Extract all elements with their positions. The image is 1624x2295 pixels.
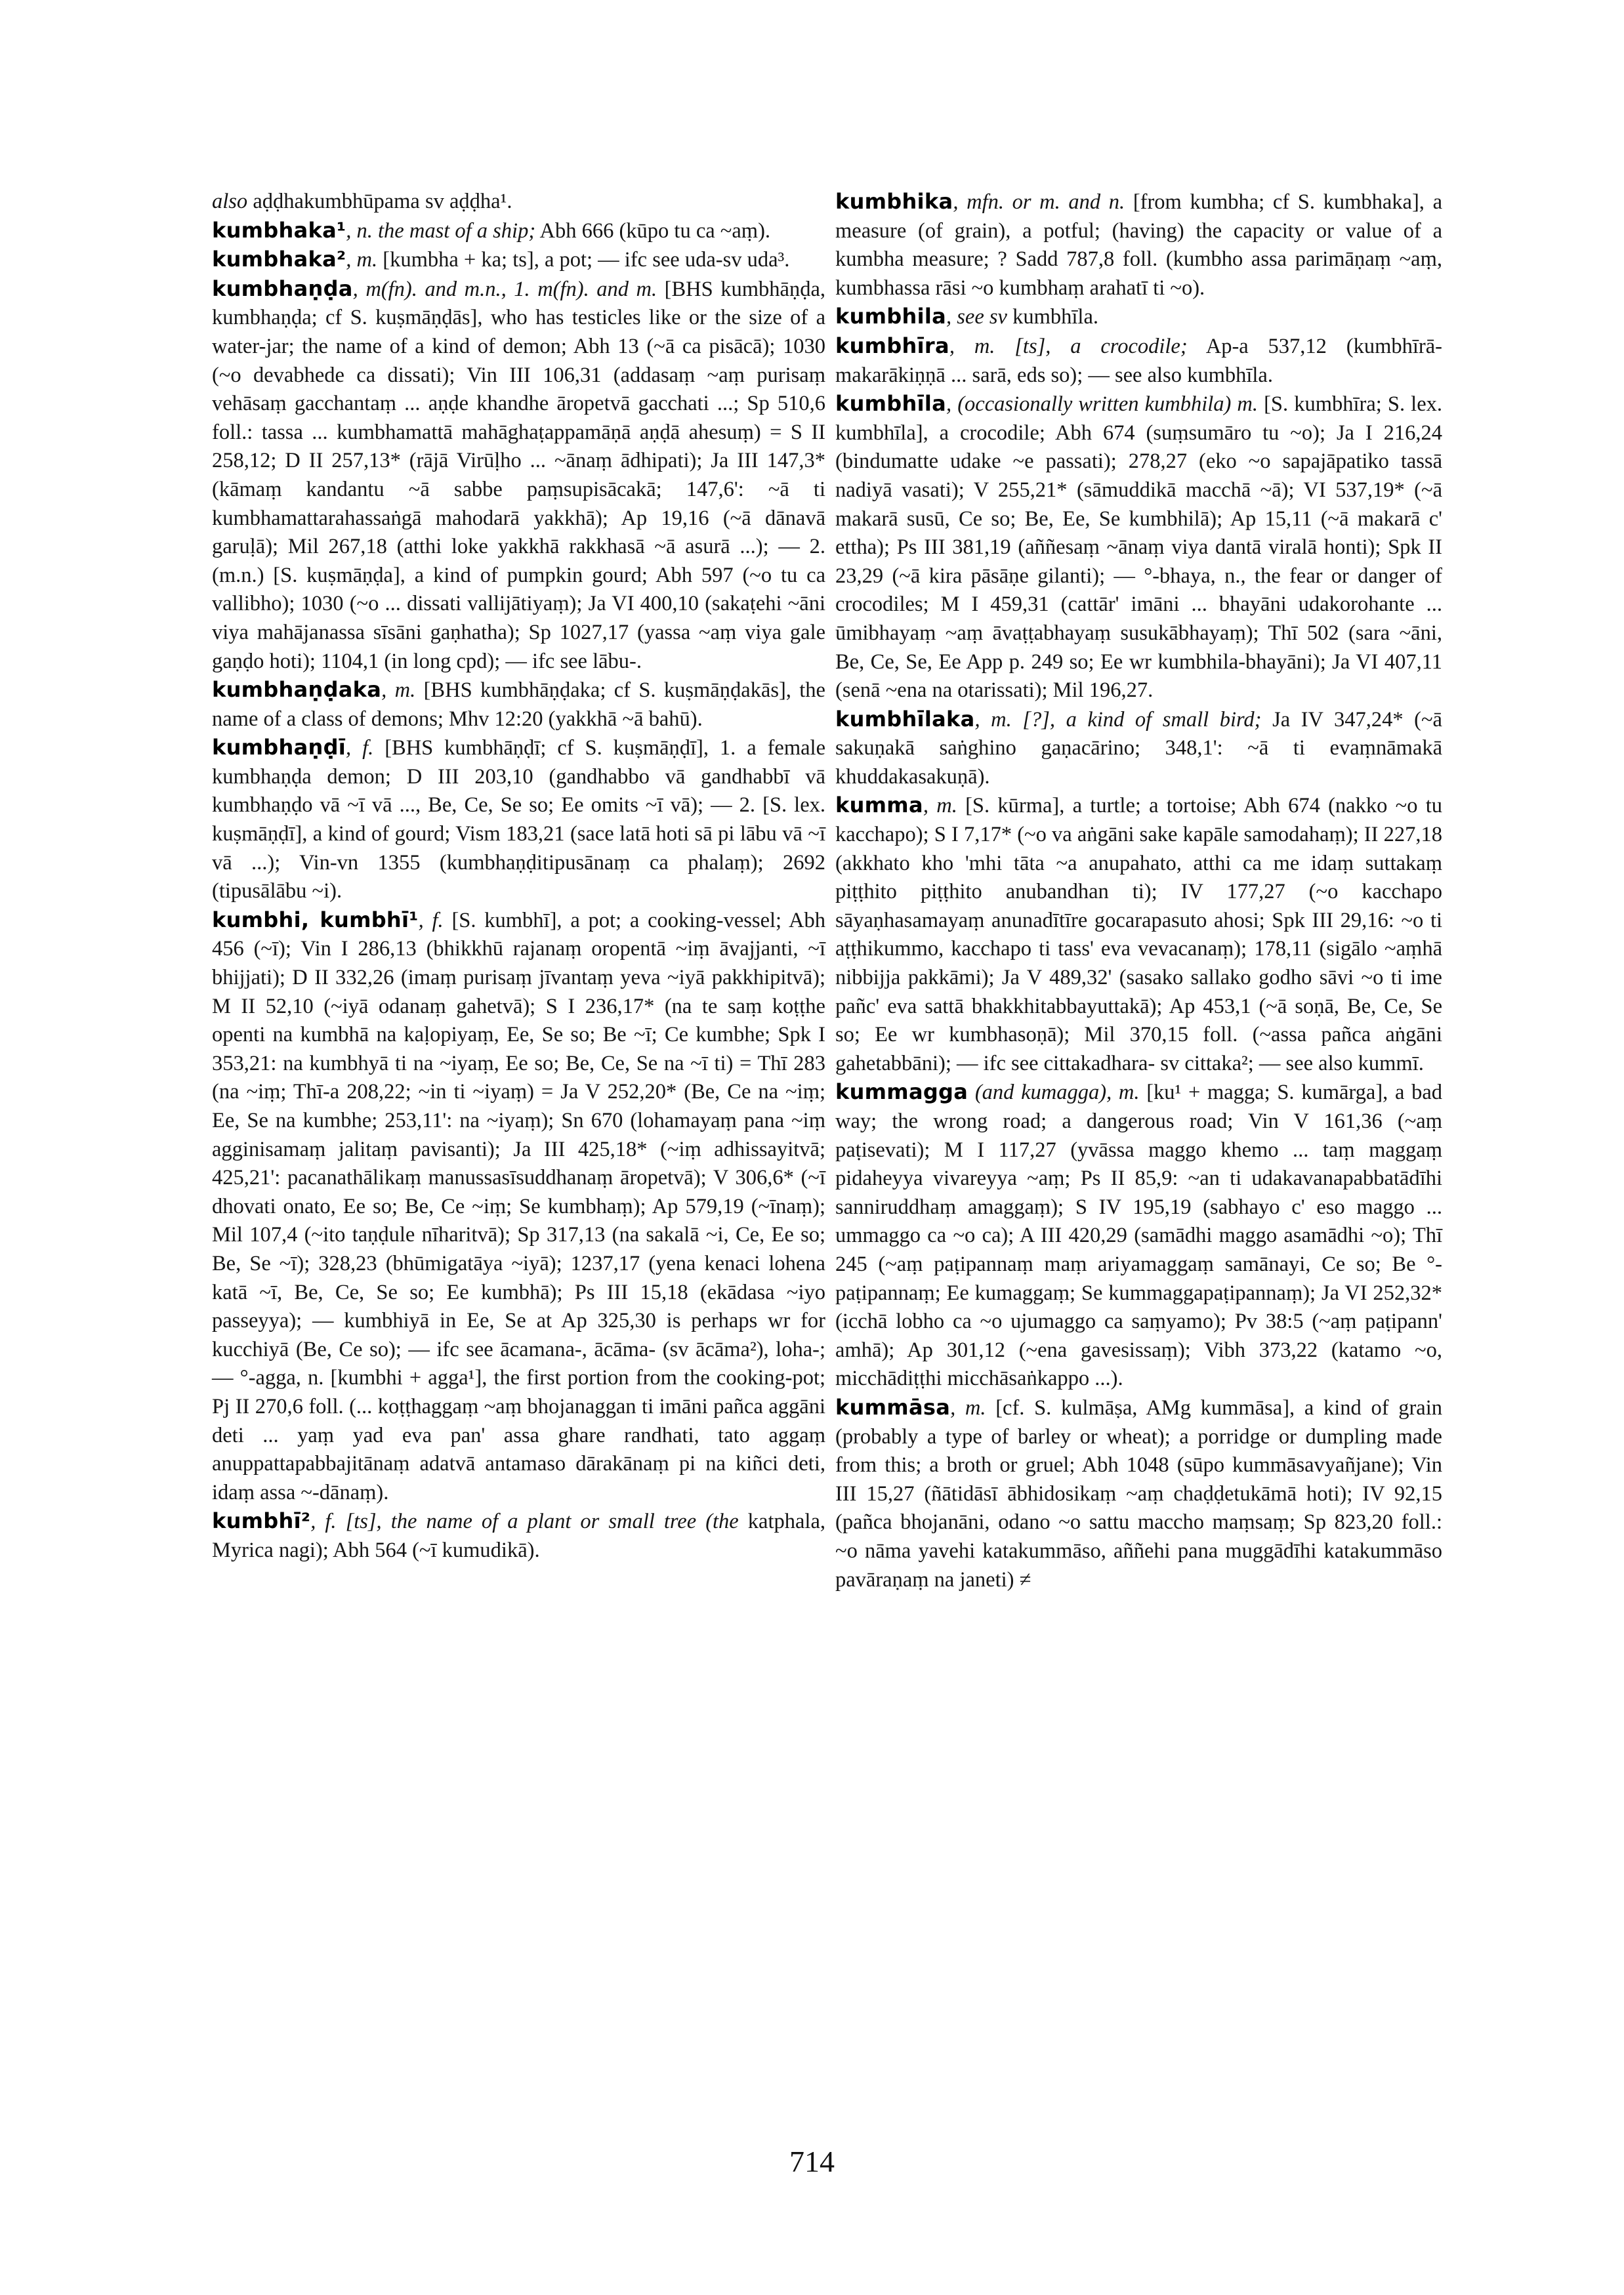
entry-kumbhira (835, 332, 1442, 390)
entry-body: [cf. S. kulmāṣa, AMg kummāsa], a kind of grain (probably a type of barley or wheat); a porridge or dumpling made from this; a broth or gruel; Abh 1048 (sūpo kummāsavyañjane); Vin III 15,27 (ñātidāsī ābhidosikaṃ ~aṃ chaḍḍetukāmā hoti); IV 92,15 (pañca bhojanāni, odano ~o sattu maccho maṃsaṃ; Sp 823,20 foll.: ~o nāma yavehi katakummāso, aññehi pana muggādīhi katakummāso pavāraṇaṃ na janeti) ≠ (835, 1396, 1442, 1592)
entry-body: Ap-a 537,12 (kumbhīrā-makarākiṇṇā ... sarā, eds so); — see also kumbhīla. (835, 334, 1442, 387)
entry-grammar: , (occasionally written kumbhila) m. (946, 392, 1259, 417)
entry-grammar: , m. [?], a kind of small bird; (974, 707, 1262, 732)
entry-headword: kumbhi, kumbhī¹ (212, 907, 419, 932)
entry-also-addhakumbhupama (212, 188, 825, 217)
entry-body: [ku¹ + magga; S. kumārga], a bad way; the wrong road; a dangerous road; Vin V 161,36 (~aṃ paṭisevati); M I 117,27 (yvāssa maggo khemo ... taṃ maggaṃ pidaheyya vivareyya ~aṃ; Ps II 85,9: ~an ti udakavanapabbatādīhi sanniruddhaṃ amaggaṃ); S IV 195,19 (sabhayo c' eso maggo ... ummaggo ca ~o ca); A III 420,29 (samādhi maggo asamādhi ~o); Thī 245 (~aṃ paṭipannaṃ maṃ ariyamaggaṃ samānayi, Ce so; Be °-paṭipannaṃ; Ee kumaggaṃ; Se kummaggapaṭipannaṃ); Ja VI 252,32* (icchā lobho ca ~o ujumaggo ca saṃyamo); Pv 38:5 (~aṃ paṭipann' amhā); Ap 301,12 (~ena gavesissaṃ); Vibh 373,22 (katamo ~o, micchādiṭṭhi micchāsaṅkappo ...). (835, 1081, 1443, 1391)
entry-headword: kumbhaṇḍī (212, 735, 346, 760)
entry-body: [BHS kumbhāṇḍī; cf S. kuṣmāṇḍī], 1. a female kumbhaṇḍa demon; D III 203,10 (gandhabbo vā gandhabbī vā kumbhaṇḍo vā ~ī vā ..., Be, Ce, Se so; Ee omits ~ī vā); — 2. [S. lex. kuṣmāṇḍī], a kind of gourd; Vism 183,21 (sace latā hoti sā pi lābu vā ~ī vā ...); Vin-vn 1355 (kumbhaṇḍitipusānaṃ ca phalaṃ); 2692 (tipusālābu ~i). (212, 736, 826, 903)
entry-headword: kumbhī² (212, 1508, 311, 1534)
entry-grammar: , m(fn). and m.n., 1. m(fn). and m. (352, 277, 657, 301)
entry-grammar: (and kumagga), m. (968, 1081, 1140, 1105)
entry-body: [S. kumbhī], a pot; a cooking-vessel; Abh 456 (~ī); Vin I 286,13 (bhikkhū rajanaṃ oropentā ~iṃ āvajjanti, ~ī bhijjati); D II 332,26 (imaṃ purisaṃ jīvantaṃ yeva ~iyā pakkhipitvā); M II 52,10 (~iyā odanaṃ gahetvā); S I 236,17* (na te saṃ koṭṭhe openti na kumbhā na kaḷopiyaṃ, Ee, Se so; Be ~ī; Ce kumbhe; Spk I 353,21: na kumbhyā ti na ~iyaṃ, Ee so; Be, Ce, Se na ~ī ti) = Thī 283 (na ~iṃ; Thī-a 208,22; ~in ti ~iyaṃ) = Ja V 252,20* (Be, Ce na ~iṃ; Ee, Se na kumbhe; 253,11': na ~iyaṃ); Sn 670 (lohamayaṃ pana ~iṃ agginisamaṃ jalitaṃ pavisanti); Ja III 425,18* (~iṃ adhissayitvā; 425,21': pacanathālikaṃ manussasīsuddhanaṃ āropetvā); V 306,6* (~ī dhovati onato, Ee so; Be, Ce ~iṃ; Se kumbhaṃ); Ap 579,19 (~īnaṃ); Mil 107,4 (~ito taṇḍule nīharitvā); Sp 317,13 (na sakalā ~i, Ce, Ee so; Be, Se ~ī); 328,23 (bhūmigatāya ~iyā); 1237,17 (yena kenaci lohena katā ~ī, Be, Ce, Se so; Ee kumbhā); Ps III 15,18 (ekādasa ~iyo passeyya); — kumbhiyā in Ee, Se at Ap 325,30 is perhaps wr for kucchiyā (Be, Ce so); — ifc see ācamana-, ācāma- (sv ācāma²), loha-; — °-agga, n. [kumbhi + agga¹], the first portion from the cooking-pot; Pj II 270,6 foll. (... koṭṭhaggaṃ ~aṃ bhojanaggan ti imāni pañca aggāni deti ... yaṃ yad eva pan' assa ghare randhati, tato aggaṃ anuppattapabbajitānaṃ adatvā antamaso dārakānaṃ pi na kiñci deti, idaṃ assa ~-dānaṃ). (212, 908, 826, 1504)
entry-grammar: , f. (418, 908, 444, 932)
entry-kumbhandi (212, 734, 825, 906)
entry-grammar: , n. the mast of a ship; (346, 218, 536, 243)
entry-kumbhila-cross-ref (835, 302, 1442, 332)
entry-grammar: , m. [ts], a crocodile; (949, 334, 1188, 358)
entry-grammar: , m. (346, 248, 378, 272)
entry-headword: kumbhīra (835, 333, 949, 358)
left-column (212, 188, 825, 1565)
entry-headword: kumbhila (835, 304, 947, 329)
entry-kummasa (835, 1394, 1442, 1594)
entry-grammar: , m. (950, 1396, 986, 1420)
entry-body: [S. kumbhīra; S. lex. kumbhīla], a crocodile; Abh 674 (suṃsumāro tu ~o); Ja I 216,24 (bindumatte udake ~e passati); 278,27 (eko ~o sapajāpatiko tassā nadiyā vasati); V 255,21* (sāmuddikā macchā ~ā); VI 537,19* (~ā makarā susū, Ce so; Be, Ee, Se kumbhilā); Ap 15,11 (~ā makarā c' ettha); Ps III 381,19 (aññesaṃ ~ānaṃ viya dantā viralā honti); Spk II 23,29 (~ā kira pāsāṇe gilanti); — °-bhaya, n., the fear or danger of crocodiles; M I 459,31 (cattār' imāni ... bhayāni udakorohante ... ūmibhayaṃ ~aṃ āvaṭṭabhayaṃ susukābhayaṃ); Thī 502 (sara ~āni, Be, Ce, Se, Ee App p. 249 so; Ee wr kumbhila-bhayāni); Ja VI 407,11 (senā ~ena na otarissati); Mil 196,27. (835, 392, 1442, 703)
entry-headword: kumma (835, 793, 923, 818)
entry-body: [BHS kumbhāṇḍaka; cf S. kuṣmāṇḍakās], the name of a class of demons; Mhv 12:20 (yakkhā ~ā bahū). (212, 678, 825, 731)
page-number: 714 (789, 2145, 835, 2178)
entry-headword: kumbhaka² (212, 247, 346, 272)
entry-body: [from kumbha; cf S. kumbhaka], a measure (of grain), a potful; (having) the capacity or value of a kumbha measure; ? Sadd 787,8 foll. (kumbho assa parimāṇaṃ ~aṃ, kumbhassa rāsi ~o kumbhaṃ arahatī ti ~o). (835, 190, 1442, 300)
entry-kumma (835, 791, 1442, 1078)
entry-grammar: , f. (346, 736, 374, 760)
entry-headword: kummāsa (835, 1394, 951, 1420)
entry-kumbhandaka (212, 676, 825, 734)
entry-kumbhaka-1 (212, 217, 825, 246)
entry-body: aḍḍhakumbhūpama sv aḍḍha¹. (247, 190, 512, 213)
entry-body: Ja IV 347,24* (~ā sakuṇakā saṅghino gaṇacārino; 348,1': ~ā ti evaṃnāmakā khuddakasakuṇā). (835, 707, 1442, 789)
entry-grammar: , mfn. or m. and n. (953, 190, 1125, 214)
entry-headword: kumbhaṇḍaka (212, 677, 382, 703)
entry-grammar: , m. (381, 678, 416, 703)
entry-kummagga (835, 1078, 1442, 1394)
entry-body: Abh 666 (kūpo tu ca ~aṃ). (535, 218, 771, 243)
entry-kumbhila (835, 390, 1442, 705)
entry-body: [kumbha + ka; ts], a pot; — ifc see uda-sv uda³. (377, 248, 790, 272)
entry-kumbhaka-2 (212, 245, 825, 275)
entry-grammar: , f. [ts], the name of a plant or small tree (the (310, 1510, 739, 1534)
entry-kumbhi-2 (212, 1507, 825, 1565)
entry-body: katphala, Myrica nagi); Abh 564 (~ī kumudikā). (212, 1510, 825, 1562)
entry-headword: kummagga (835, 1079, 968, 1105)
entry-headword: kumbhīla (835, 391, 947, 417)
entry-grammar: also (212, 190, 248, 213)
entry-kumbhanda (212, 275, 825, 676)
entry-headword: kumbhaṇḍa (212, 276, 353, 301)
entry-grammar: , m. (923, 794, 957, 818)
entry-kumbhika (835, 188, 1442, 302)
entry-headword: kumbhika (835, 189, 953, 214)
entry-body: [S. kūrma], a turtle; a tortoise; Abh 674 (nakko ~o tu kacchapo); S I 7,17* (~o va aṅgāni sake kapāle samodahaṃ); II 227,18 (akkhato kho 'mhi tāta ~a anupahato, atthi ca me idaṃ suttakaṃ piṭṭhito piṭṭhito anubandhan ti); IV 177,27 (~o kacchapo sāyaṇhasamayaṃ anunadītīre gocarapasuto ahosi; Spk III 29,16: ~o ti aṭṭhikummo, kacchapo ti tass' eva vevacanaṃ); 178,11 (sigālo ~aṃhā nibbijja pakkāmi); Ja V 489,32' (sasako sallako godho sāvi ~o ti ime pañc' eva sattā bhakkhitabbayuttakā); Ap 453,1 (~ā soṇā, Be, Ce, Se so; Ee wr kumbhasoṇā); Mil 370,15 foll. (~assa pañca aṅgāni gahetabbāni); — ifc see cittakadhara- sv cittaka²; — see also kummī. (835, 794, 1442, 1075)
entry-headword: kumbhīlaka (835, 706, 975, 732)
entry-body: [BHS kumbhāṇḍa, kumbhaṇḍa; cf S. kuṣmāṇḍās], who has testicles like or the size of a water-jar; the name of a kind of demon; Abh 13 (~ā ca pisācā); 1030 (~o devabhede ca dissati); Vin III 106,31 (addasaṃ ~aṃ purisaṃ vehāsaṃ gacchantaṃ ... aṇḍe khandhe āropetvā gacchati ...; Sp 510,6 foll.: tassa ... kumbhamattā mahāghaṭappamāṇā aṇḍā ahesuṃ) = S II 258,12; D II 257,13* (rājā Virūḷho ... ~ānaṃ ādhipati); Ja III 147,3* (kāmaṃ kandantu ~ā sabbe paṃsupisācakā; 147,6': ~ā ti kumbhamattarahassaṅgā mahodarā yakkhā); Ap 19,16 (~ā dānavā garuḷā); Mil 267,18 (atthi loke yakkhā rakkhasā ~ā asurā ...); — 2. (m.n.) [S. kuṣmāṇḍa], a kind of pumpkin gourd; Abh 597 (~o tu ca vallibho); 1030 (~o ... dissati vallijātiyaṃ); Ja VI 400,10 (sakaṭehi ~āni viya mahājanassa sīsāni gaṇhatha); Sp 1027,17 (yassa ~aṃ viya gale gaṇḍo hoti); 1104,1 (in long cpd); — ifc see lābu-. (212, 277, 825, 673)
entry-headword: kumbhaka¹ (212, 217, 346, 243)
right-column (835, 188, 1442, 1594)
entry-body: kumbhīla. (1007, 305, 1098, 329)
entry-kumbhi-1 (212, 906, 825, 1507)
entry-kumbhilaka (835, 705, 1442, 792)
entry-grammar: , see sv (946, 305, 1007, 329)
